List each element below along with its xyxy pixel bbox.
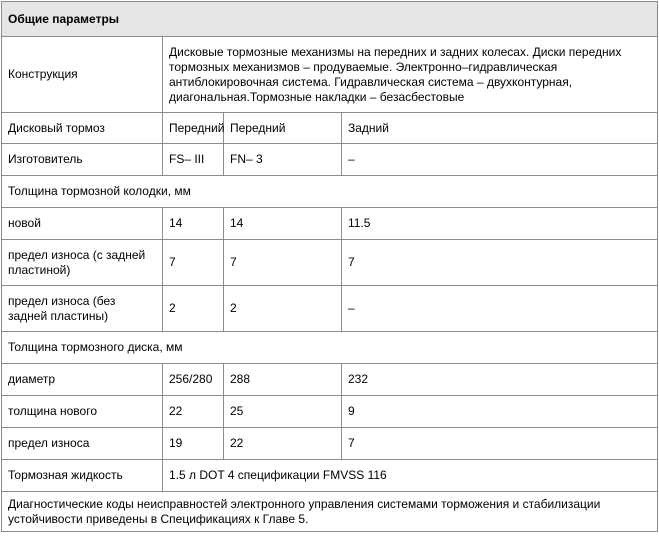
table-row-pad-wear-with <box>2 240 658 286</box>
cell: Передний <box>224 113 342 144</box>
cell: 232 <box>342 364 658 396</box>
section-header: Толщина тормозного диска, мм <box>2 332 658 364</box>
cell: 7 <box>342 240 658 286</box>
row-label: толщина нового <box>2 396 163 428</box>
cell: 7 <box>224 240 342 286</box>
row-value: Дисковые тормозные механизмы на передних и задних колесах. Диски передних тормозных механизмов – продуваемые. Электронно–гидравлическая антиблокировочная система. Гидравлическая система – двухконтурная, диагональная.Тормозные накладки – безасбестовые <box>163 37 658 113</box>
cell: 11.5 <box>342 208 658 240</box>
table-row-pad-new <box>2 208 658 240</box>
cell: FN– 3 <box>224 144 342 176</box>
cell: – <box>342 286 658 332</box>
cell: FS– III <box>163 144 224 176</box>
table-row-footer <box>2 492 658 532</box>
section-header: Толщина тормозной колодки, мм <box>2 176 658 208</box>
table-row-diameter <box>2 364 658 396</box>
cell: 14 <box>224 208 342 240</box>
table-row-disc-brake <box>2 113 658 144</box>
cell: 288 <box>224 364 342 396</box>
table-row-construction <box>2 37 658 113</box>
cell: Передний <box>163 113 224 144</box>
cell: 9 <box>342 396 658 428</box>
table-row-manufacturer <box>2 144 658 176</box>
cell: 19 <box>163 428 224 460</box>
row-label: Конструкция <box>2 37 163 113</box>
row-label: Дисковый тормоз <box>2 113 163 144</box>
cell: 22 <box>163 396 224 428</box>
cell: 14 <box>163 208 224 240</box>
cell: 25 <box>224 396 342 428</box>
cell: – <box>342 144 658 176</box>
row-value: 1.5 л DOT 4 спецификации FMVSS 116 <box>163 460 658 492</box>
row-label: Изготовитель <box>2 144 163 176</box>
cell: 2 <box>163 286 224 332</box>
table-row-pad-header <box>2 176 658 208</box>
row-label: Тормозная жидкость <box>2 460 163 492</box>
cell: Задний <box>342 113 658 144</box>
row-label: новой <box>2 208 163 240</box>
row-label: предел износа (с задней пластиной) <box>2 240 163 286</box>
cell: 256/280 <box>163 364 224 396</box>
row-label: диаметр <box>2 364 163 396</box>
table-row-disc-wear <box>2 428 658 460</box>
row-label: предел износа <box>2 428 163 460</box>
cell: 22 <box>224 428 342 460</box>
cell: 7 <box>163 240 224 286</box>
row-label: предел износа (без задней пластины) <box>2 286 163 332</box>
title-row <box>2 2 658 37</box>
cell: 7 <box>342 428 658 460</box>
table-row-pad-wear-without <box>2 286 658 332</box>
cell: 2 <box>224 286 342 332</box>
table-row-disc-new <box>2 396 658 428</box>
footer-note: Диагностические коды неисправностей электронного управления системами торможения и стабилизации устойчивости приведены в Спецификациях к Главе 5. <box>2 492 658 532</box>
table-title: Общие параметры <box>2 2 658 37</box>
brake-specs-table <box>1 1 658 532</box>
table-row-fluid <box>2 460 658 492</box>
table-row-disc-header <box>2 332 658 364</box>
